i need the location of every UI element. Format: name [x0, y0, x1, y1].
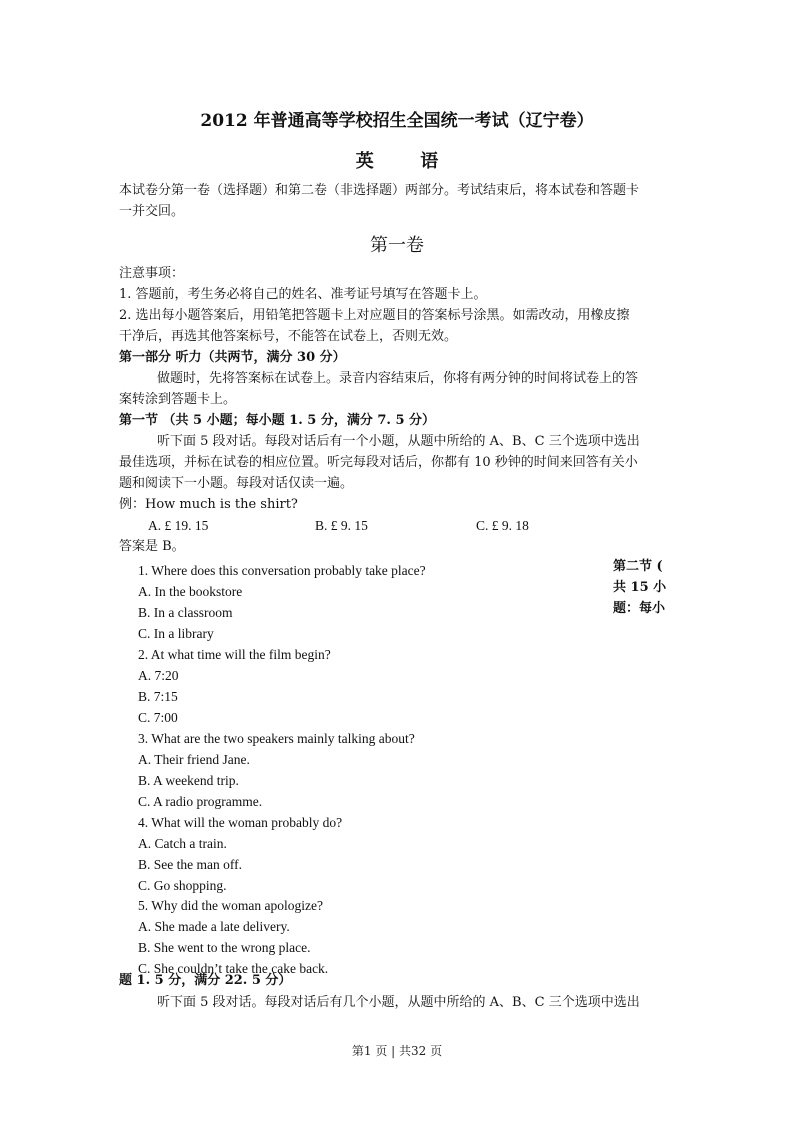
question-option: A. Their friend Jane.	[138, 752, 250, 767]
example-option-a: A. £ 19. 15	[148, 518, 209, 533]
page-footer: 第1 页 | 共32 页	[351, 1044, 443, 1058]
question-option: B. She went to the wrong place.	[138, 940, 311, 955]
notes-item-2-line-1: 2. 选出每小题答案后，用铅笔把答题卡上对应题目的答案标号涂黑。如需改动，用橡皮擦	[119, 308, 630, 323]
question-option: C. 7:00	[138, 710, 178, 725]
question-option: A. Catch a train.	[138, 836, 227, 851]
question-option: B. 7:15	[138, 689, 178, 704]
question-option: B. A weekend trip.	[138, 773, 239, 788]
section2-heading-cont: 题 1. 5 分，满分 22. 5 分）	[119, 973, 292, 988]
question-stem: 3. What are the two speakers mainly talking about?	[138, 731, 415, 746]
section2-side-line-1: 第二节 (	[613, 559, 663, 574]
question-option: A. She made a late delivery.	[138, 919, 290, 934]
notes-heading: 注意事项：	[119, 266, 185, 281]
example-prompt: 例：How much is the shirt?	[119, 497, 298, 512]
section2-side-line-3: 题：每小	[613, 601, 666, 616]
section1-line-3: 题和阅读下一小题。每段对话仅读一遍。	[119, 476, 354, 491]
question-option: C. A radio programme.	[138, 794, 263, 809]
question-option: A. 7:20	[138, 668, 179, 683]
section2-side-line-2: 共 15 小	[613, 580, 667, 595]
subject-title	[0, 147, 794, 173]
subject-char-2: 语	[420, 151, 439, 172]
question-stem: 4. What will the woman probably do?	[138, 815, 343, 830]
section1-line-2: 最佳选项，并标在试卷的相应位置。听完每段对话后，你都有 10 秒钟的时间来回答有关小	[119, 455, 638, 470]
section1-line-1: 听下面 5 段对话。每段对话后有一个小题，从题中所给的 A、B、C 三个选项中选出	[157, 434, 640, 449]
notes-item-1: 1. 答题前，考生务必将自己的姓名、准考证号填写在答题卡上。	[119, 287, 487, 302]
volume-title: 第一卷	[370, 235, 424, 256]
exam-title: 2012 年普通高等学校招生全国统一考试（辽宁卷）	[200, 111, 594, 131]
question-option: C. She couldn’t take the cake back.	[138, 961, 329, 976]
part1-heading: 第一部分 听力（共两节，满分 30 分）	[119, 350, 346, 365]
question-stem: 2. At what time will the film begin?	[138, 647, 331, 662]
question-option: A. In the bookstore	[138, 584, 243, 599]
example-answer: 答案是 B。	[119, 539, 185, 554]
question-stem: 1. Where does this conversation probably take place?	[138, 563, 426, 578]
question-option: B. See the man off.	[138, 857, 242, 872]
intro-line-1: 本试卷分第一卷（选择题）和第二卷（非选择题）两部分。考试结束后，将本试卷和答题卡	[119, 183, 640, 198]
part1-line-2: 案转涂到答题卡上。	[119, 392, 237, 407]
question-stem: 5. Why did the woman apologize?	[138, 898, 323, 913]
example-option-c: C. £ 9. 18	[476, 518, 529, 533]
question-option: B. In a classroom	[138, 605, 233, 620]
subject-char-1: 英	[355, 151, 374, 172]
question-option: C. Go shopping.	[138, 878, 227, 893]
notes-item-2-line-2: 干净后，再选其他答案标号，不能答在试卷上，否则无效。	[119, 329, 458, 344]
section1-heading: 第一节 （共 5 小题；每小题 1. 5 分，满分 7. 5 分）	[119, 413, 436, 428]
example-option-b: B. £ 9. 15	[315, 518, 368, 533]
part1-line-1: 做题时，先将答案标在试卷上。录音内容结束后，你将有两分钟的时间将试卷上的答	[157, 371, 639, 386]
question-option: C. In a library	[138, 626, 214, 641]
section2-line-1: 听下面 5 段对话。每段对话后有几个小题，从题中所给的 A、B、C 三个选项中选出	[157, 995, 640, 1010]
intro-line-2: 一并交回。	[119, 204, 185, 219]
